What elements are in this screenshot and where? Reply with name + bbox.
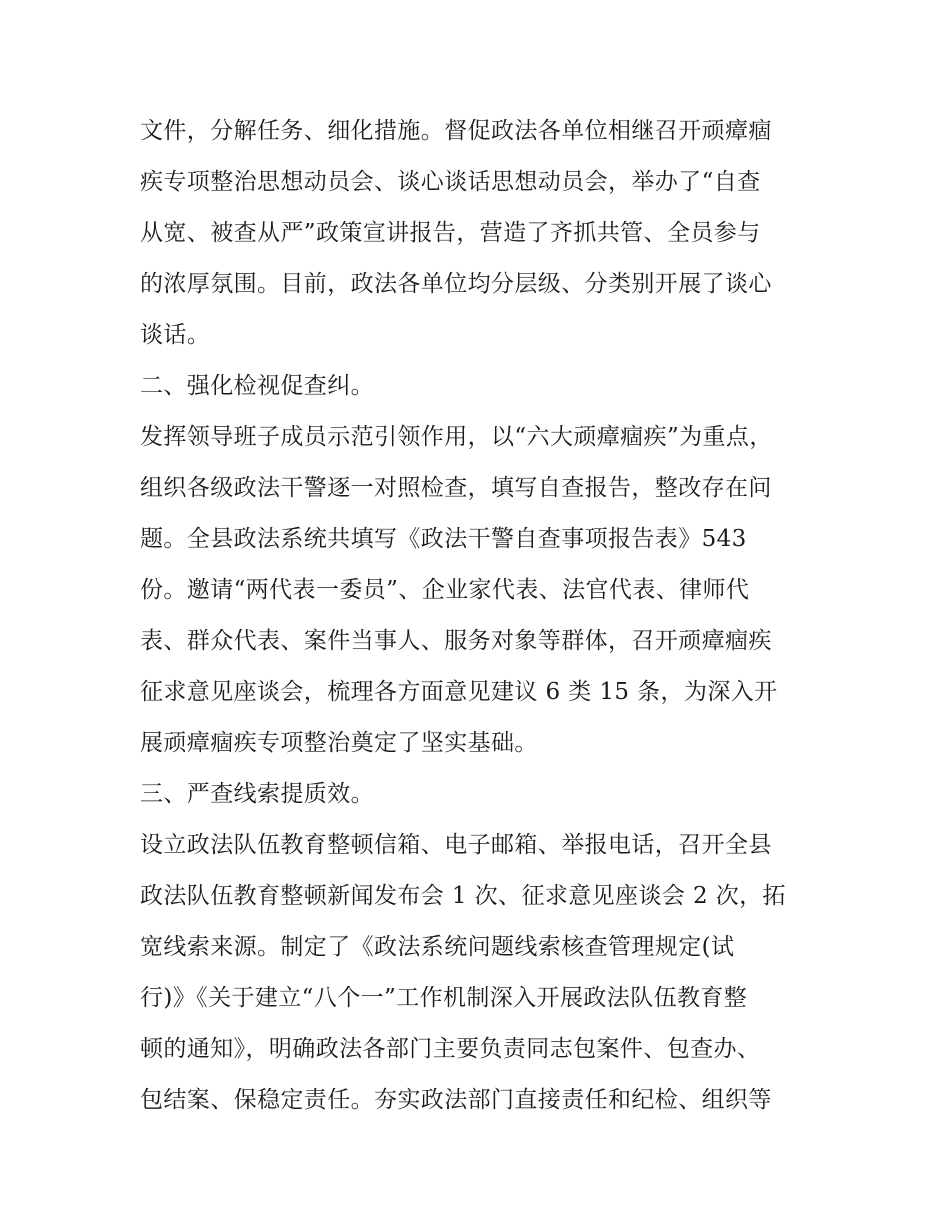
text-line: 征求意见座谈会，梳理各方面意见建议 6 类 15 条，为深入开: [140, 679, 778, 705]
text-line: 包结案、保稳定责任。夯实政法部门直接责任和纪检、组织等: [140, 1087, 772, 1113]
text-line: 的浓厚氛围。目前，政法各单位均分层级、分类别开展了谈心: [140, 271, 772, 297]
text-line: 行)》《关于建立“八个一”工作机制深入开展政法队伍教育整: [140, 985, 748, 1011]
text-line: 从宽、被查从严”政策宣讲报告，营造了齐抓共管、全员参与: [140, 220, 761, 246]
text-line: 宽线索来源。制定了《政法系统问题线索核查管理规定(试: [140, 934, 735, 960]
section-heading-2: 二、强化检视促查纠。: [140, 373, 374, 399]
text-line: 份。邀请“两代表一委员”、企业家代表、法官代表、律师代: [140, 577, 750, 603]
text-line: 顿的通知》，明确政法各部门主要负责同志包案件、包查办、: [140, 1036, 761, 1062]
text-line: 疾专项整治思想动员会、谈心谈话思想动员会，举办了“自查: [140, 169, 761, 195]
document-body: [140, 106, 820, 1126]
text-line: 组织各级政法干警逐一对照检查，填写自查报告，整改存在问: [140, 475, 772, 501]
section-heading-3: 三、严查线索提质效。: [140, 781, 374, 807]
text-line: 表、群众代表、案件当事人、服务对象等群体，召开顽瘴痼疾: [140, 628, 772, 654]
text-line: 谈话。: [140, 322, 211, 348]
text-line: 文件，分解任务、细化措施。督促政法各单位相继召开顽瘴痼: [140, 118, 772, 144]
text-line: 设立政法队伍教育整顿信箱、电子邮箱、举报电话，召开全县: [140, 832, 772, 858]
text-line: 题。全县政法系统共填写《政法干警自查事项报告表》543: [140, 526, 747, 552]
text-line: 政法队伍教育整顿新闻发布会 1 次、征求意见座谈会 2 次，拓: [140, 883, 786, 909]
text-line: 发挥领导班子成员示范引领作用，以“六大顽瘴痼疾”为重点，: [140, 424, 773, 450]
text-line: 展顽瘴痼疾专项整治奠定了坚实基础。: [140, 730, 538, 756]
